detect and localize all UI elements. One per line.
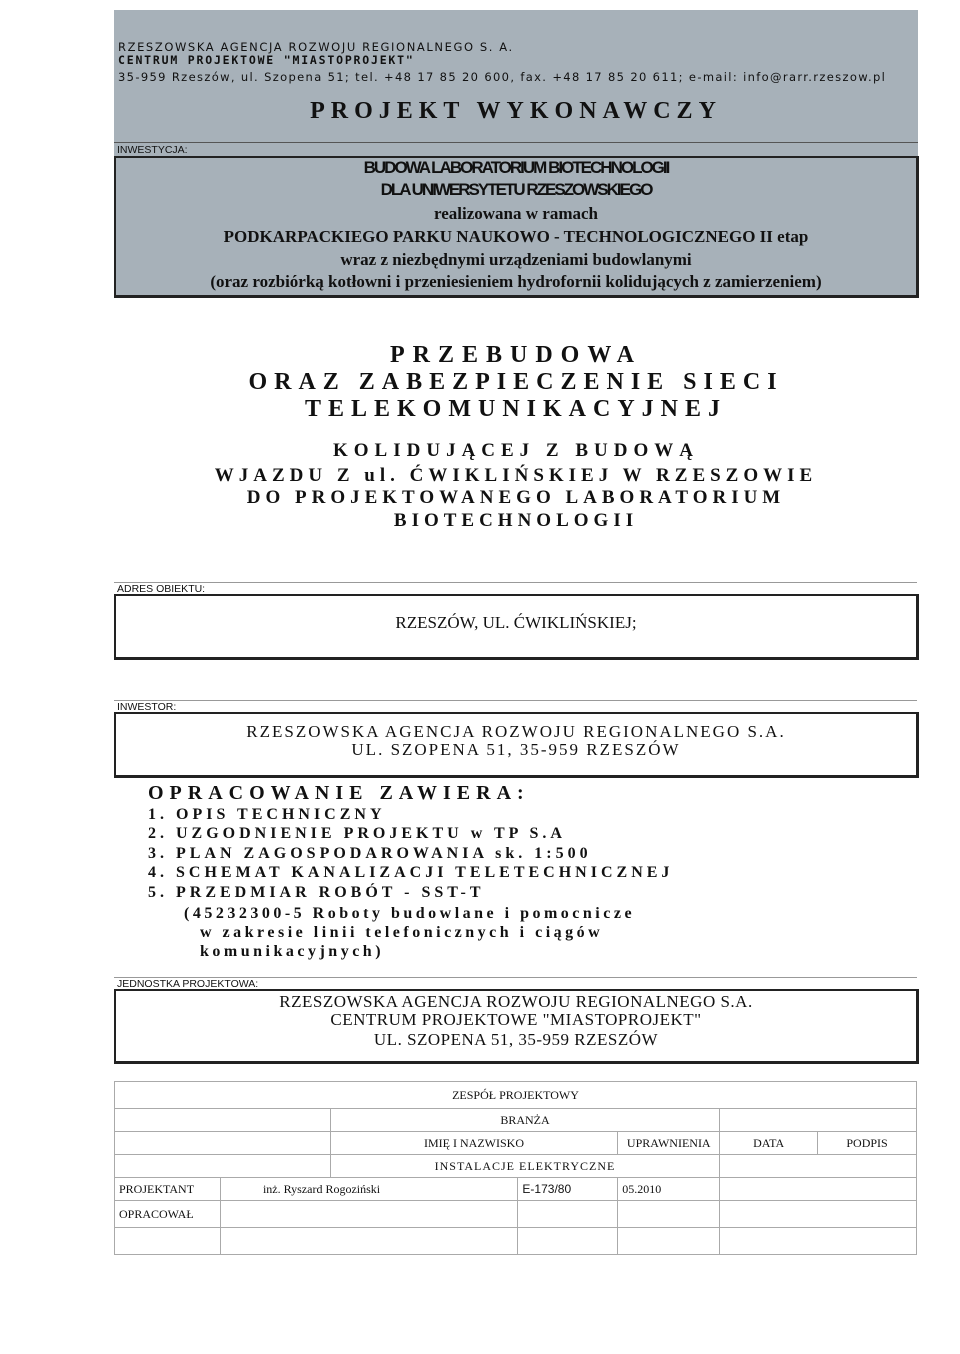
table-row: [115, 1201, 917, 1228]
investment-line-2: DLA UNIWERSYTETU RZESZOWSKIEGO: [380, 180, 652, 199]
contents-item-5: 5. PRZEDMIAR ROBÓT - SST-T: [148, 884, 485, 901]
design-unit-line-1: RZESZOWSKA AGENCJA ROZWOJU REGIONALNEGO S.A.: [279, 992, 753, 1011]
team-title: ZESPÓŁ PROJEKTOWY: [115, 1082, 917, 1109]
header-divider: [114, 142, 918, 143]
role-cell: PROJEKTANT: [115, 1178, 221, 1201]
header-address-line: 35-959 Rzeszów, ul. Szopena 51; tel. +48 17 85 20 600, fax. +48 17 85 20 611; e-mail: info@rarr.rzeszow.pl: [118, 70, 887, 84]
subtitle-line-3: DO PROJEKTOWANEGO LABORATORIUM: [246, 487, 786, 508]
table-row: [115, 1082, 917, 1109]
col-license-header: UPRAWNIENIA: [618, 1132, 720, 1155]
subtitle-line-1: KOLIDUJĄCEJ Z BUDOWĄ: [333, 440, 699, 461]
license-cell: E-173/80: [518, 1178, 618, 1201]
date-cell: [618, 1201, 720, 1228]
investor-line-2: UL. SZOPENA 51, 35-959 RZESZÓW: [351, 740, 681, 759]
title-line-2: ORAZ ZABEZPIECZENIE SIECI: [248, 369, 784, 395]
table-row: [115, 1178, 917, 1201]
table-row: [115, 1132, 917, 1155]
license-cell: [518, 1201, 618, 1228]
signature-cell: [720, 1178, 917, 1201]
contents-item-5-detail-3: komunikacyjnych): [200, 943, 385, 960]
project-type-title: PROJEKT WYKONAWCZY: [310, 98, 722, 124]
design-unit-label: JEDNOSTKA PROJEKTOWA:: [117, 978, 259, 990]
table-row: [115, 1109, 917, 1132]
address-label: ADRES OBIEKTU:: [117, 583, 206, 595]
subtitle-line-4: BIOTECHNOLOGII: [393, 510, 639, 531]
header-center-line: CENTRUM PROJEKTOWE "MIASTOPROJEKT": [118, 53, 415, 67]
contents-item-5-detail-2: w zakresie linii telefonicznych i ciągów: [200, 924, 604, 941]
contents-item-3: 3. PLAN ZAGOSPODAROWANIA sk. 1:500: [148, 845, 592, 862]
contents-item-4: 4. SCHEMAT KANALIZACJI TELETECHNICZNEJ: [148, 864, 674, 881]
design-unit-line-2: CENTRUM PROJEKTOWE "MIASTOPROJEKT": [330, 1010, 702, 1029]
col-date-header: DATA: [720, 1132, 818, 1155]
name-cell: inż. Ryszard Rogoziński: [220, 1178, 517, 1201]
investment-line-5: wraz z niezbędnymi urządzeniami budowlanymi: [340, 250, 692, 269]
date-cell: 05.2010: [618, 1178, 720, 1201]
investor-frame: [114, 700, 917, 701]
address-frame: [114, 582, 917, 583]
investment-line-4: PODKARPACKIEGO PARKU NAUKOWO - TECHNOLOGICZNEGO II etap: [223, 227, 809, 246]
header-org-line: RZESZOWSKA AGENCJA ROZWOJU REGIONALNEGO S. A.: [118, 40, 514, 54]
table-row: [115, 1155, 917, 1178]
col-name-header: IMIĘ I NAZWISKO: [330, 1132, 618, 1155]
investment-label: INWESTYCJA:: [117, 144, 188, 156]
investor-line-1: RZESZOWSKA AGENCJA ROZWOJU REGIONALNEGO S.A.: [246, 722, 786, 741]
design-team-table: [114, 1081, 917, 1255]
address-value: RZESZÓW, UL. ĆWIKLIŃSKIEJ;: [395, 613, 637, 632]
col-signature-header: PODPIS: [818, 1132, 917, 1155]
contents-item-1: 1. OPIS TECHNICZNY: [148, 806, 386, 823]
signature-cell: [720, 1201, 917, 1228]
name-cell: [220, 1201, 517, 1228]
investment-line-1: BUDOWA LABORATORIUM BIOTECHNOLOGII: [363, 158, 669, 177]
team-branch: BRANŻA: [330, 1109, 720, 1132]
contents-item-2: 2. UZGODNIENIE PROJEKTU w TP S.A: [148, 825, 566, 842]
investment-line-6: (oraz rozbiórką kotłowni i przeniesieniem hydrofornii kolidujących z zamierzeniem): [210, 272, 822, 291]
title-line-1: PRZEBUDOWA: [389, 342, 643, 368]
investment-line-3: realizowana w ramach: [434, 204, 598, 223]
contents-heading: OPRACOWANIE ZAWIERA:: [148, 782, 530, 804]
title-line-3: TELEKOMUNIKACYJNEJ: [304, 396, 728, 422]
team-discipline: INSTALACJE ELEKTRYCZNE: [330, 1155, 720, 1178]
role-cell: OPRACOWAŁ: [115, 1201, 221, 1228]
table-row: [115, 1228, 917, 1255]
design-unit-line-3: UL. SZOPENA 51, 35-959 RZESZÓW: [373, 1030, 659, 1049]
investor-label: INWESTOR:: [117, 701, 177, 713]
contents-item-5-detail-1: (45232300-5 Roboty budowlane i pomocnicze: [184, 905, 636, 922]
subtitle-line-2: WJAZDU Z ul. ĆWIKLIŃSKIEJ W RZESZOWIE: [214, 465, 818, 486]
